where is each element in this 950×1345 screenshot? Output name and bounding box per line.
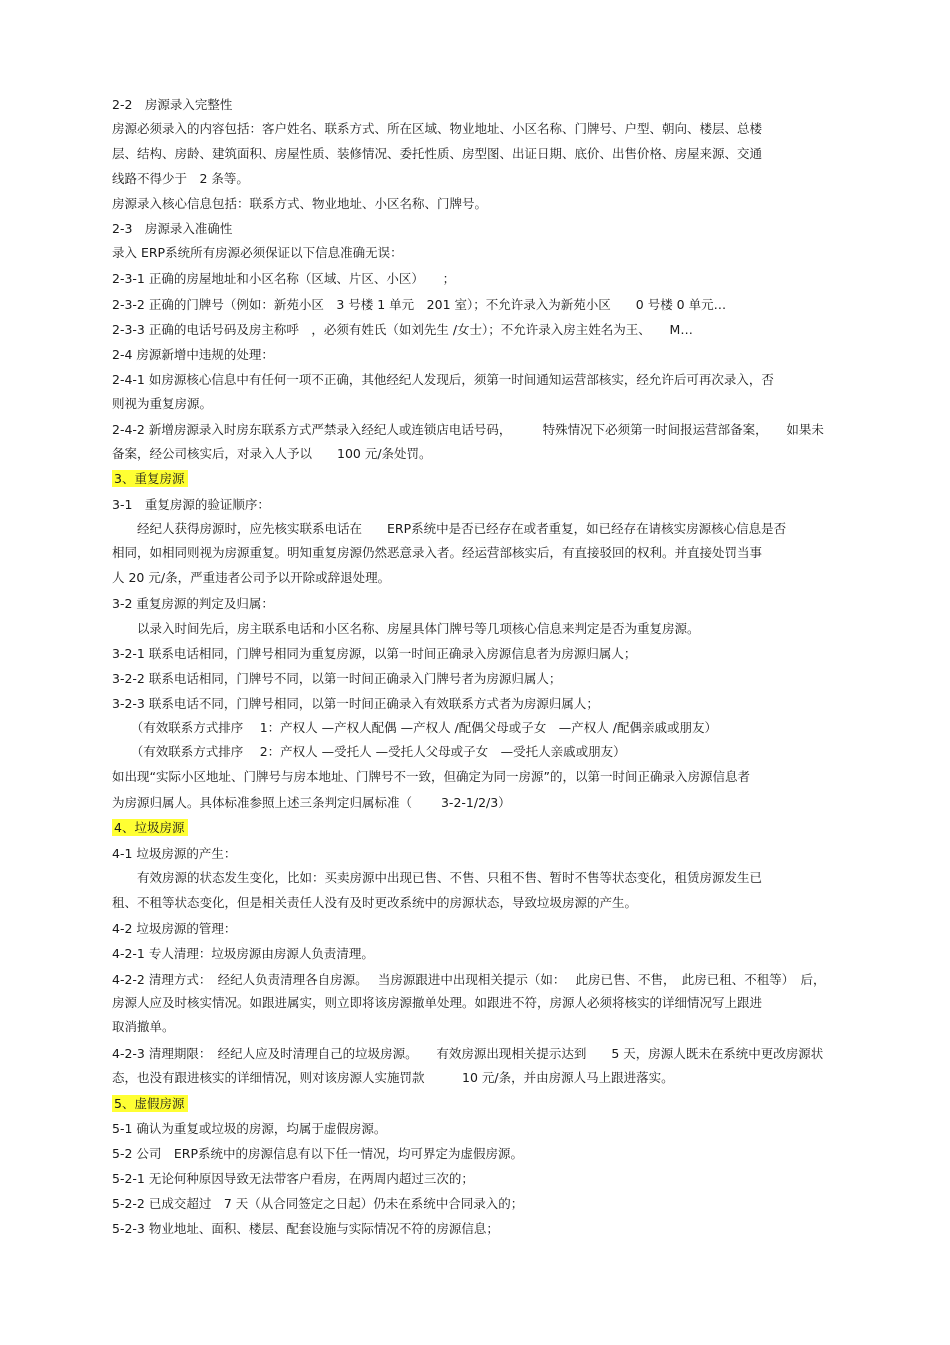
paragraph-line: 备案，经公司核实后，对录入人予以 100 元/条处罚。	[112, 446, 432, 461]
paragraph-line: 取消撤单。	[112, 1019, 175, 1034]
highlighted-heading: 4、垃圾房源	[112, 819, 188, 836]
paragraph-line: 态，也没有跟进核实的详细情况，则对该房源人实施罚款 10 元/条，并由房源人马上跟进落实。	[112, 1070, 674, 1085]
section-heading-5-1: 5-1 确认为重复或垃圾的房源，均属于虚假房源。	[112, 1121, 387, 1136]
section-heading-3-1: 3-1 重复房源的验证顺序：	[112, 497, 270, 512]
paragraph-line: 相同，如相同则视为房源重复。明知重复房源仍然恶意录入者。经运营部核实后，有直接驳回的权利。并直接处罚当事	[112, 545, 763, 560]
list-item: 3-2-1 联系电话相同，门牌号相同为重复房源，以第一时间正确录入房源信息者为房源归属人；	[112, 646, 637, 661]
paragraph-line: 经纪人获得房源时，应先核实联系电话在 ERP系统中是否已经存在或者重复，如已经存在请核实房源核心信息是否	[112, 521, 787, 536]
paragraph-line: 房源人应及时核实情况。如跟进属实，则立即将该房源撤单处理。如跟进不符，房源人必须将核实的详细情况写上跟进	[112, 995, 763, 1010]
paragraph-line: 线路不得少于 2 条等。	[112, 171, 249, 186]
chapter-heading-5	[112, 1096, 188, 1112]
list-item: 3-2-2 联系电话相同，门牌号不同，以第一时间正确录入门牌号者为房源归属人；	[112, 671, 562, 686]
list-item: 4-2-3 清理期限： 经纪人应及时清理自己的垃圾房源。 有效房源出现相关提示达到 5 天，房源人既未在系统中更改房源状	[112, 1046, 824, 1061]
paragraph-line: 人 20 元/条，严重违者公司予以开除或辞退处理。	[112, 570, 391, 585]
paragraph-line: 有效房源的状态发生变化，比如：买卖房源中出现已售、不售、只租不售、暂时不售等状态变化，租赁房源发生已	[112, 870, 763, 885]
section-heading-5-2: 5-2 公司 ERP系统中的房源信息有以下任一情况，均可界定为虚假房源。	[112, 1146, 524, 1161]
paragraph-line: 层、结构、房龄、建筑面积、房屋性质、装修情况、委托性质、房型图、出证日期、底价、出售价格、房屋来源、交通	[112, 146, 763, 161]
paragraph-line: 房源必须录入的内容包括：客户姓名、联系方式、所在区域、物业地址、小区名称、门牌号、户型、朝向、楼层、总楼	[112, 121, 763, 136]
section-heading-2-2: 2-2 房源录入完整性	[112, 97, 233, 112]
list-item: 4-2-1 专人清理：垃圾房源由房源人负责清理。	[112, 946, 374, 961]
list-item: 2-3-2 正确的门牌号（例如：新苑小区 3 号楼 1 单元 201 室）；不允许录入为新苑小区 0 号楼 0 单元…	[112, 297, 727, 312]
section-heading-4-1: 4-1 垃圾房源的产生：	[112, 846, 237, 861]
highlighted-heading: 5、虚假房源	[112, 1095, 188, 1112]
paragraph-line: 租、不租等状态变化，但是相关责任人没有及时更改系统中的房源状态，导致垃圾房源的产生。	[112, 895, 638, 910]
paragraph-line: 则视为重复房源。	[112, 396, 213, 411]
highlighted-heading: 3、重复房源	[112, 470, 188, 487]
chapter-heading-4	[112, 820, 188, 836]
section-heading-2-3: 2-3 房源录入准确性	[112, 221, 233, 236]
list-item: 2-4-2 新增房源录入时房东联系方式严禁录入经纪人或连锁店电话号码， 特殊情况下必须第一时间报运营部备案， 如果未	[112, 422, 824, 437]
list-item: 3-2-3 联系电话不同，门牌号相同，以第一时间正确录入有效联系方式者为房源归属人；	[112, 696, 599, 711]
paragraph-line: 房源录入核心信息包括：联系方式、物业地址、小区名称、门牌号。	[112, 196, 488, 211]
section-heading-2-4: 2-4 房源新增中违规的处理：	[112, 347, 274, 362]
chapter-heading-3	[112, 471, 188, 487]
paragraph-line: 为房源归属人。具体标准参照上述三条判定归属标准（ 3-2-1/2/3）	[112, 795, 511, 810]
paragraph-line: 录入 ERP系统所有房源必须保证以下信息准确无误：	[112, 245, 403, 260]
section-heading-3-2: 3-2 重复房源的判定及归属：	[112, 596, 274, 611]
paragraph-line: （有效联系方式排序 2：产权人 —受托人 —受托人父母或子女 —受托人亲戚或朋友）	[112, 744, 626, 759]
list-item: 4-2-2 清理方式： 经纪人负责清理各自房源。 当房源跟进中出现相关提示（如： 此房已售、不售， 此房已租、不租等） 后，	[112, 972, 826, 987]
list-item: 2-3-1 正确的房屋地址和小区名称（区域、片区、小区） ；	[112, 271, 456, 286]
paragraph-line: 以录入时间先后，房主联系电话和小区名称、房屋具体门牌号等几项核心信息来判定是否为重复房源。	[112, 621, 700, 636]
section-heading-4-2: 4-2 垃圾房源的管理：	[112, 921, 237, 936]
paragraph-line: 如出现“实际小区地址、门牌号与房本地址、门牌号不一致，但确定为同一房源”的，以第一时间正确录入房源信息者	[112, 769, 750, 784]
list-item: 2-3-3 正确的电话号码及房主称呼 ，必须有姓氏（如刘先生 /女士）；不允许录入房主姓名为王、 M…	[112, 322, 693, 337]
list-item: 2-4-1 如房源核心信息中有任何一项不正确，其他经纪人发现后，须第一时间通知运营部核实，经允许后可再次录入，否	[112, 372, 774, 387]
list-item: 5-2-1 无论何种原因导致无法带客户看房，在两周内超过三次的；	[112, 1171, 474, 1186]
list-item: 5-2-3 物业地址、面积、楼层、配套设施与实际情况不符的房源信息；	[112, 1221, 499, 1236]
paragraph-line: （有效联系方式排序 1：产权人 —产权人配偶 —产权人 /配偶父母或子女 —产权人 /配偶亲戚或朋友）	[112, 720, 717, 735]
list-item: 5-2-2 已成交超过 7 天（从合同签定之日起）仍未在系统中合同录入的；	[112, 1196, 524, 1211]
